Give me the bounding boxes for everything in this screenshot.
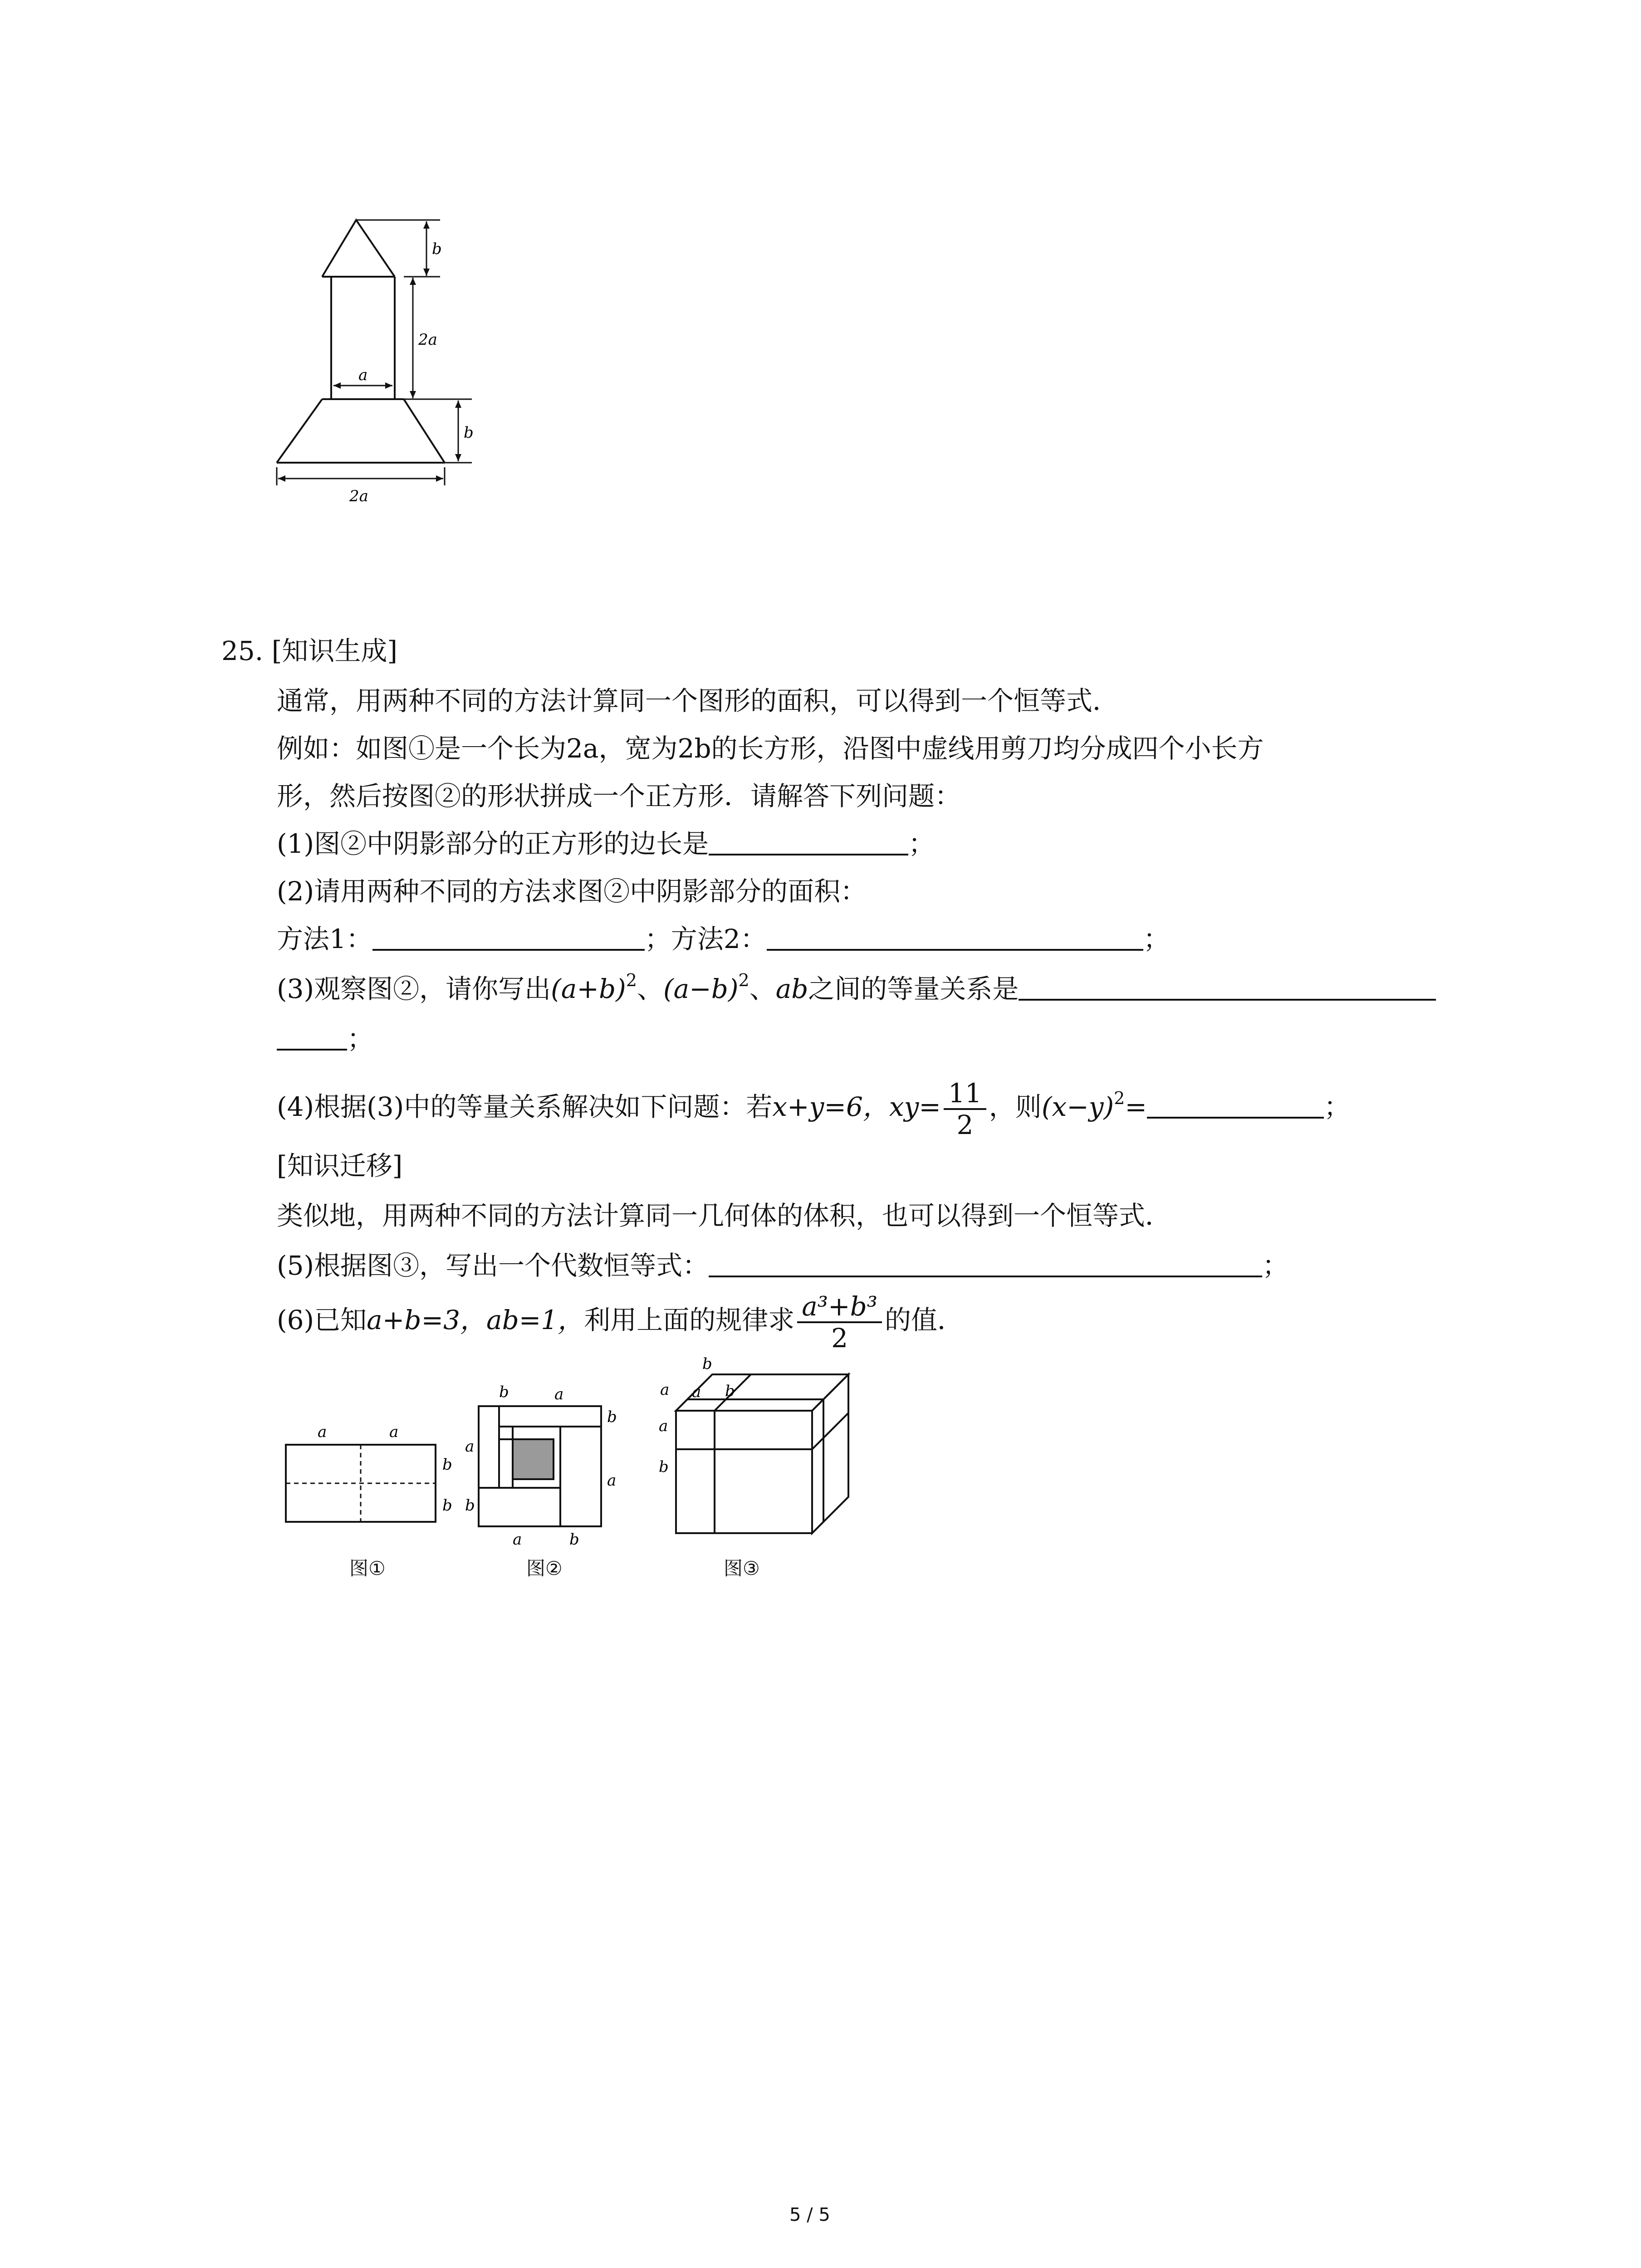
fig1-label-a2: a <box>389 1423 399 1441</box>
answer-blank-3b[interactable] <box>277 1022 347 1051</box>
page-number: 5 / 5 <box>789 2204 830 2225</box>
top-label-b: b <box>432 240 442 258</box>
question-2: (2)请用两种不同的方法求图②中阴影部分的面积： <box>277 876 867 907</box>
question-3-cont: ； <box>277 1021 373 1057</box>
question-1: (1)图②中阴影部分的正方形的边长是 ； <box>277 826 935 862</box>
figure-2 <box>458 1374 622 1551</box>
top-figure <box>263 200 499 508</box>
fig2-label-left-a: a <box>465 1437 475 1456</box>
question-3: (3)观察图②，请你写出$(a+b)^2$、$(a-b)^2$、ab之间的等量关系是 <box>277 971 1436 1007</box>
question-5: (5)根据图③，写出一个代数恒等式： ； <box>277 1247 1288 1284</box>
question-2-methods: 方法1： ；方法2： ； <box>277 921 1170 957</box>
fig2-label-top-a: a <box>554 1385 564 1403</box>
fig2-label-left-b: b <box>465 1496 475 1515</box>
example-line-2: 形，然后按图②的形状拼成一个正方形．请解答下列问题： <box>277 781 961 811</box>
fig2-label-right-a: a <box>607 1471 617 1490</box>
answer-blank-5[interactable] <box>709 1248 1262 1277</box>
answer-blank-3a[interactable] <box>1019 972 1436 1001</box>
figure-3-caption: 图③ <box>724 1557 760 1579</box>
question-header <box>221 633 397 669</box>
intro-text: 通常，用两种不同的方法计算同一个图形的面积，可以得到一个恒等式． <box>277 685 1119 716</box>
top-label-b2: b <box>464 424 474 442</box>
answer-blank-method2[interactable] <box>767 922 1143 951</box>
question-number: 25. <box>221 635 264 666</box>
figure-1-caption: 图① <box>349 1557 386 1579</box>
question-6: (6)已知a+b=3，ab=1，利用上面的规律求 $\frac{\text{a³+b³}}{2}$ 的值． <box>277 1290 964 1354</box>
top-label-a: a <box>358 366 368 384</box>
fig2-label-bottom-a: a <box>513 1530 522 1549</box>
fig3-label-b2: b <box>725 1382 735 1400</box>
fraction-a3b3-2: $\frac{\text{a³+b³}}{2}$ <box>797 1291 882 1353</box>
fig3-label-b-top: b <box>702 1355 712 1373</box>
shaded-square <box>513 1439 554 1479</box>
example-line-1: 例如：如图①是一个长为2a，宽为2b的长方形，沿图中虚线用剪刀均分成四个小长方 <box>277 733 1264 764</box>
section-knowledge-transfer: [知识迁移] <box>277 1150 403 1181</box>
fig3-label-a2: a <box>692 1383 701 1401</box>
top-label-2a-bottom: 2a <box>349 487 368 505</box>
fig2-label-right-b: b <box>607 1408 617 1426</box>
answer-blank-1[interactable] <box>709 826 908 855</box>
answer-blank-method1[interactable] <box>372 922 645 951</box>
fig1-label-b2: b <box>442 1496 452 1515</box>
fig3-label-b3: b <box>659 1458 669 1476</box>
transfer-text: 类似地，用两种不同的方法计算同一几何体的体积，也可以得到一个恒等式． <box>277 1200 1172 1231</box>
answer-blank-4[interactable] <box>1147 1090 1324 1119</box>
fig2-label-bottom-b: b <box>569 1530 579 1549</box>
figure-2-caption: 图② <box>526 1557 563 1579</box>
fig3-label-a3: a <box>659 1417 668 1435</box>
figure-3 <box>649 1347 857 1551</box>
question-4: (4)根据(3)中的等量关系解决如下问题：若x+y=6，xy= $\frac{11}{2}$ ，则$(x-y)^2=$ ； <box>277 1077 1350 1140</box>
figure-1 <box>272 1415 463 1551</box>
section-knowledge-generation: [知识生成] <box>271 635 397 666</box>
fig1-label-a1: a <box>318 1423 327 1441</box>
top-label-2a: 2a <box>418 331 437 349</box>
fig2-label-top-b: b <box>499 1383 509 1401</box>
fraction-11-2: $\frac{11}{2}$ <box>944 1078 986 1140</box>
fig3-label-a1: a <box>660 1381 670 1399</box>
fig1-label-b1: b <box>442 1456 452 1474</box>
